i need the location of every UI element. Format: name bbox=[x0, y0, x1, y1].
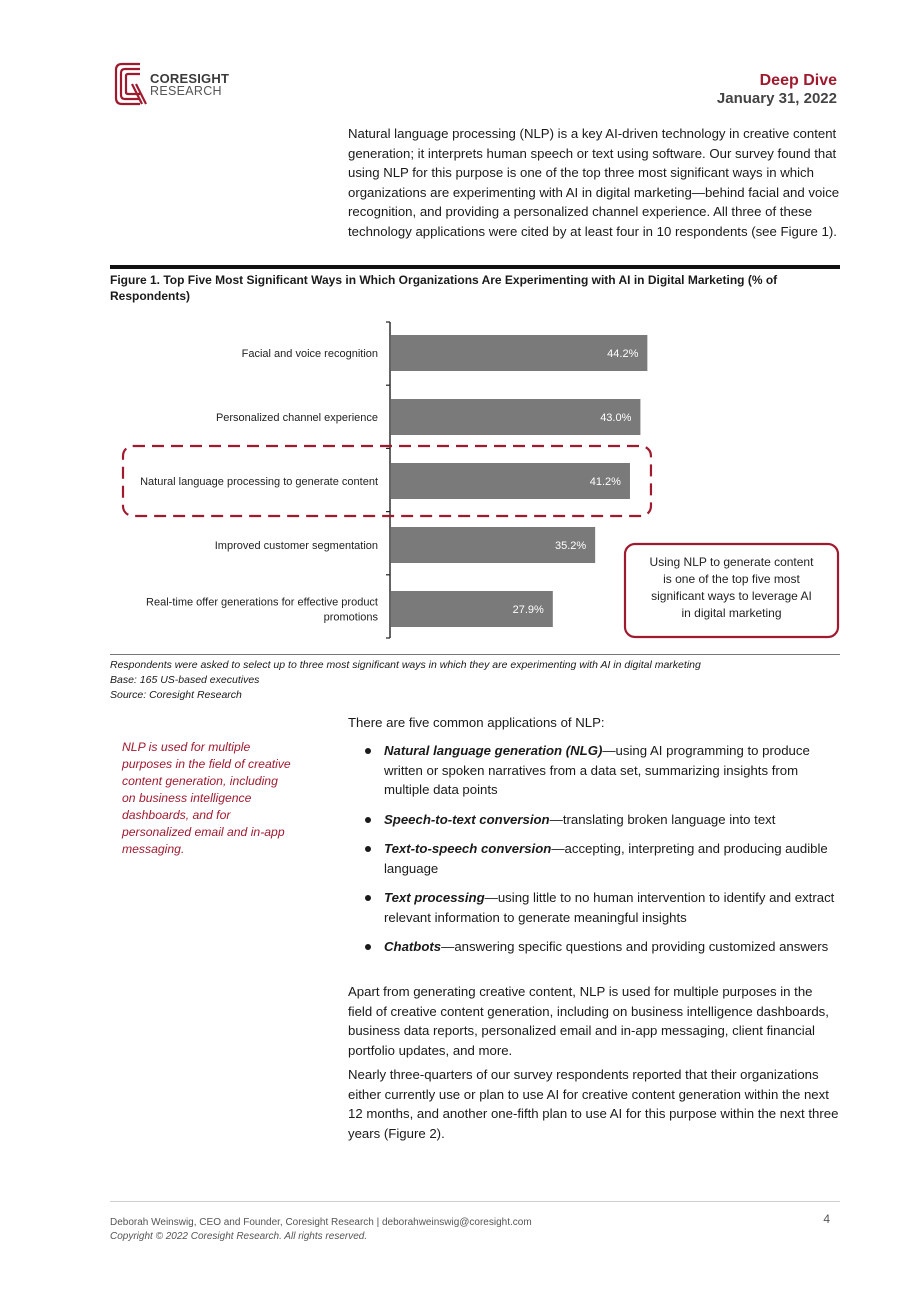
applications-intro: There are five common applications of NLP: bbox=[348, 715, 605, 730]
figure-note: Respondents were asked to select up to three most significant ways in which they are experimenting with AI in digital marketing bbox=[110, 659, 701, 671]
list-item bbox=[362, 888, 842, 927]
report-type: Deep Dive bbox=[759, 72, 837, 89]
figure-bottom-rule bbox=[110, 654, 840, 655]
category-label: Real-time offer generations for effective product bbox=[146, 596, 378, 609]
footer bbox=[110, 1216, 532, 1244]
bullet-icon bbox=[365, 748, 371, 754]
sidebar-pull-quote: NLP is used for multiple purposes in the field of creative content generation, including on business intelligence dashboards, and for personalized email and in-app messaging. bbox=[122, 740, 291, 856]
data-label: 41.2% bbox=[589, 476, 621, 488]
application-term: Natural language generation (NLG) bbox=[384, 743, 603, 758]
data-label: 27.9% bbox=[512, 604, 544, 616]
bar-chart bbox=[110, 318, 840, 650]
figure-base: Base: 165 US-based executives bbox=[110, 674, 260, 686]
bullet-icon bbox=[365, 895, 371, 901]
data-label: 35.2% bbox=[554, 540, 587, 552]
figure-source: Source: Coresight Research bbox=[110, 689, 242, 701]
bullet-icon bbox=[365, 944, 371, 950]
footer-rule bbox=[110, 1201, 840, 1202]
applications-list bbox=[362, 741, 842, 967]
bullet-icon bbox=[365, 846, 371, 852]
category-label: Facial and voice recognition bbox=[241, 348, 378, 360]
header-meta bbox=[717, 72, 837, 108]
callout-text: in digital marketing bbox=[681, 606, 782, 620]
logo-line-1: CORESIGHT bbox=[150, 71, 230, 86]
logo-wordmark bbox=[150, 72, 229, 98]
category-label: promotions bbox=[323, 611, 378, 624]
callout-text: Using NLP to generate content bbox=[649, 555, 814, 569]
application-term: Text processing bbox=[384, 890, 485, 905]
application-desc: —using AI programming to produce written or spoken narratives from a data set, summarizing insights from multiple data points bbox=[384, 743, 810, 797]
intro-paragraph: Natural language processing (NLP) is a key AI-driven technology in creative content generation; it interprets human speech or text using software. Our survey found that using NLP for this purpose is one of the top three most significant ways in which organizations are experimenting with AI in digital marketing—behind facial and voice recognition, and providing a personalized channel experience. All three of these technology applications were cited by at least four in 10 respondents (see Figure 1). bbox=[348, 126, 840, 239]
application-desc: —using little to no human intervention to identify and extract relevant information to generate meaningful insights bbox=[384, 890, 835, 925]
category-label: Improved customer segmentation bbox=[214, 540, 378, 552]
category-label: Natural language processing to generate content bbox=[140, 476, 378, 488]
figure-notes bbox=[110, 658, 840, 703]
list-item bbox=[362, 810, 842, 830]
callout-text: is one of the top five most bbox=[663, 572, 800, 586]
list-item bbox=[362, 741, 842, 800]
bullet-icon bbox=[365, 817, 371, 823]
application-desc: —accepting, interpreting and producing audible language bbox=[384, 841, 828, 876]
application-desc: —answering specific questions and providing customized answers bbox=[441, 939, 829, 954]
paragraph-adoption: Nearly three-quarters of our survey respondents reported that their organizations either currently use or plan to use AI for creative content generation within the next 12 months, and another one-fifth plan to use AI for this purpose within the next three years (Figure 2). bbox=[348, 1067, 839, 1141]
data-label: 44.2% bbox=[607, 348, 639, 360]
application-term: Chatbots bbox=[384, 939, 442, 954]
category-label: Personalized channel experience bbox=[215, 412, 378, 424]
list-item bbox=[362, 839, 842, 878]
application-desc: —translating broken language into text bbox=[549, 811, 776, 827]
application-term: Text-to-speech conversion bbox=[384, 841, 552, 856]
paragraph-applications: Apart from generating creative content, NLP is used for multiple purposes in the field of creative content generation, including on business intelligence dashboards, business data reports, personalized email and in-app messaging, client financial portfolio updates, and more. bbox=[348, 984, 829, 1058]
footer-author: Deborah Weinswig, CEO and Founder, Coresight Research | deborahweinswig@coresight.com bbox=[110, 1217, 532, 1228]
list-item bbox=[362, 937, 842, 957]
report-date: January 31, 2022 bbox=[716, 90, 837, 107]
footer-copyright: Copyright © 2022 Coresight Research. All rights reserved. bbox=[110, 1231, 368, 1242]
figure-title: Figure 1. Top Five Most Significant Ways in Which Organizations Are Experimenting with AI in Digital Marketing (% of Respondents) bbox=[110, 273, 778, 303]
callout-text: significant ways to leverage AI bbox=[651, 589, 812, 603]
logo-line-2: RESEARCH bbox=[150, 84, 222, 98]
figure-top-rule bbox=[110, 265, 840, 269]
data-label: 43.0% bbox=[600, 412, 632, 424]
page-number: 4 bbox=[823, 1212, 830, 1226]
application-term: Speech-to-text conversion bbox=[384, 811, 550, 827]
